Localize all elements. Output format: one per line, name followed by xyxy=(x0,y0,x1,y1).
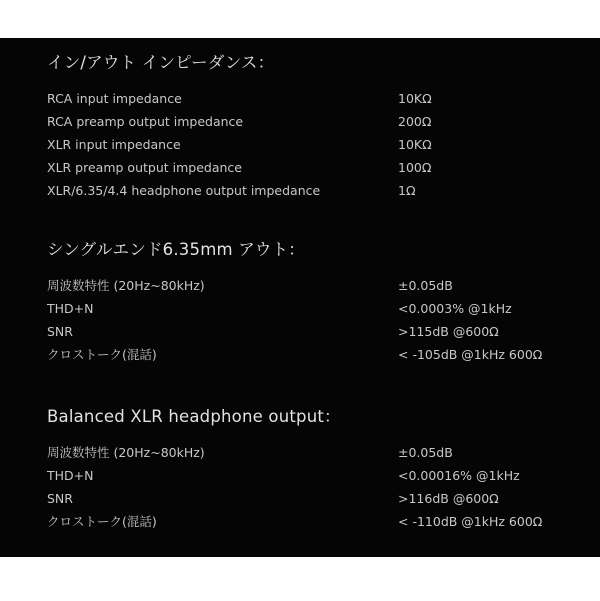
spec-label: 周波数特性 (20Hz~80kHz) xyxy=(47,445,205,460)
spec-label: XLR input impedance xyxy=(47,137,181,152)
spec-value: >116dB @600Ω xyxy=(398,491,499,506)
spec-label: SNR xyxy=(47,324,73,339)
spec-row xyxy=(47,87,567,110)
spec-list xyxy=(47,274,567,366)
spec-label: SNR xyxy=(47,491,73,506)
spec-row xyxy=(47,297,567,320)
spec-row xyxy=(47,343,567,366)
spec-label: THD+N xyxy=(47,301,94,316)
spec-row xyxy=(47,179,567,202)
spec-value: >115dB @600Ω xyxy=(398,324,499,339)
spec-label: RCA input impedance xyxy=(47,91,182,106)
spec-list xyxy=(47,87,567,202)
spec-list xyxy=(47,441,567,533)
spec-value: 100Ω xyxy=(398,160,432,175)
spec-row xyxy=(47,110,567,133)
spec-value: 1Ω xyxy=(398,183,416,198)
spec-row xyxy=(47,464,567,487)
spec-label: XLR preamp output impedance xyxy=(47,160,242,175)
spec-row xyxy=(47,156,567,179)
spec-label: 周波数特性 (20Hz~80kHz) xyxy=(47,278,205,293)
section-heading: イン/アウト インピーダンス： xyxy=(47,53,275,72)
spec-value: 200Ω xyxy=(398,114,432,129)
spec-value: < -110dB @1kHz 600Ω xyxy=(398,514,543,529)
spec-row xyxy=(47,133,567,156)
spec-value: ±0.05dB xyxy=(398,278,453,293)
spec-label: クロストーク(混話) xyxy=(47,514,157,529)
spec-row xyxy=(47,510,567,533)
spec-row xyxy=(47,487,567,510)
spec-row xyxy=(47,274,567,297)
spec-value: 10KΩ xyxy=(398,91,432,106)
spec-label: XLR/6.35/4.4 headphone output impedance xyxy=(47,183,321,198)
spec-value: <0.00016% @1kHz xyxy=(398,468,520,483)
spec-row xyxy=(47,441,567,464)
balanced-xlr-section xyxy=(47,405,567,533)
spec-value: < -105dB @1kHz 600Ω xyxy=(398,347,543,362)
spec-label: クロストーク(混話) xyxy=(47,347,157,362)
spec-value: ±0.05dB xyxy=(398,445,453,460)
spec-value: <0.0003% @1kHz xyxy=(398,301,512,316)
impedance-section xyxy=(47,51,567,202)
spec-label: RCA preamp output impedance xyxy=(47,114,244,129)
single-ended-section xyxy=(47,238,567,366)
spec-value: 10KΩ xyxy=(398,137,432,152)
section-heading: Balanced XLR headphone output： xyxy=(47,407,341,426)
spec-row xyxy=(47,320,567,343)
spec-label: THD+N xyxy=(47,468,94,483)
section-heading: シングルエンド6.35mm アウト： xyxy=(47,240,305,259)
spec-panel xyxy=(0,38,600,557)
